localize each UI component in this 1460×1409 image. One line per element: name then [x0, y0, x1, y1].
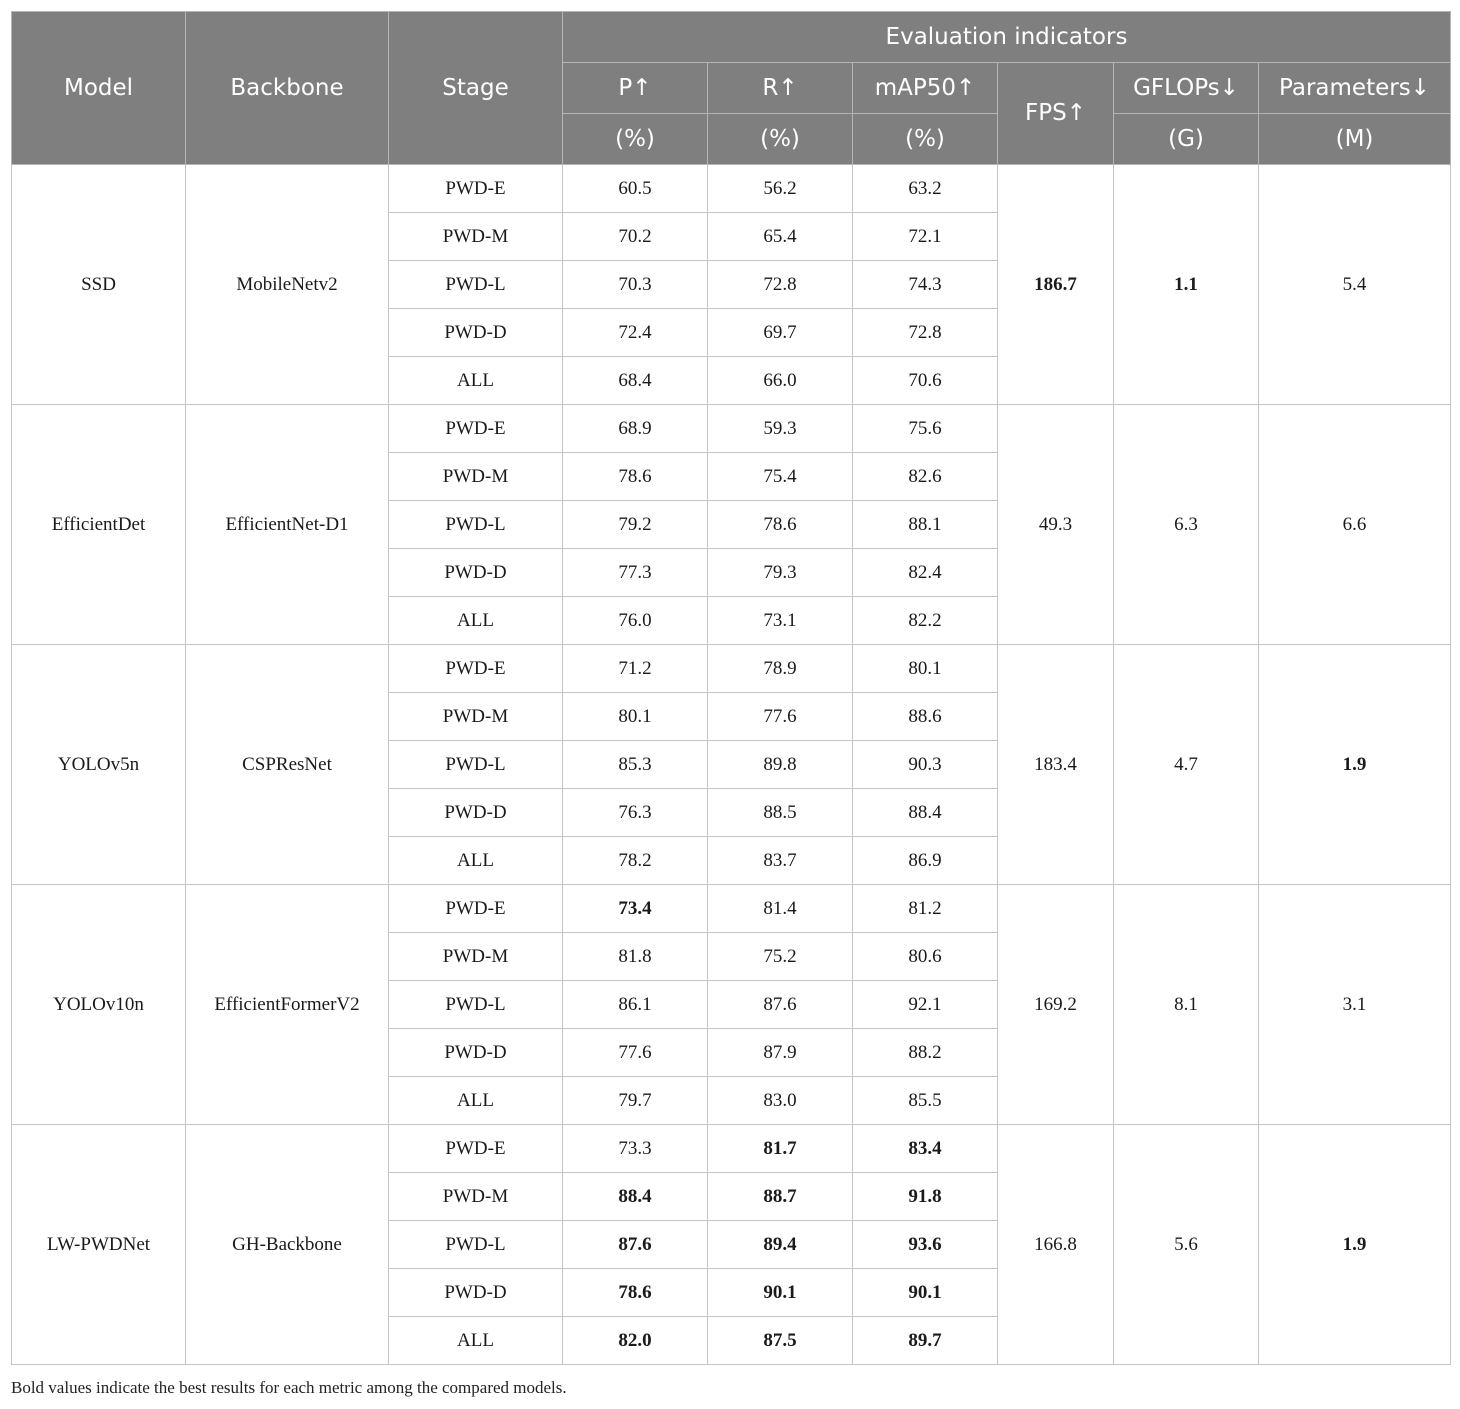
stage-cell: PWD-L	[389, 501, 563, 549]
precision-cell: 60.5	[563, 165, 708, 213]
precision-cell: 70.3	[563, 261, 708, 309]
map50-cell: 90.1	[853, 1269, 998, 1317]
gflops-cell: 1.1	[1114, 165, 1259, 405]
header-gflops: GFLOPs↓	[1114, 63, 1259, 114]
parameters-cell: 5.4	[1259, 165, 1451, 405]
header-parameters: Parameters↓	[1259, 63, 1451, 114]
stage-cell: ALL	[389, 837, 563, 885]
stage-cell: PWD-L	[389, 1221, 563, 1269]
stage-cell: PWD-M	[389, 693, 563, 741]
stage-cell: PWD-D	[389, 309, 563, 357]
parameters-cell: 1.9	[1259, 1125, 1451, 1365]
stage-cell: PWD-D	[389, 1269, 563, 1317]
header-map50-unit: (%)	[853, 114, 998, 165]
map50-cell: 75.6	[853, 405, 998, 453]
recall-cell: 65.4	[708, 213, 853, 261]
backbone-cell: CSPResNet	[186, 645, 389, 885]
model-cell: YOLOv5n	[12, 645, 186, 885]
header-map50: mAP50↑	[853, 63, 998, 114]
map50-cell: 88.1	[853, 501, 998, 549]
model-cell: LW-PWDNet	[12, 1125, 186, 1365]
recall-cell: 81.4	[708, 885, 853, 933]
fps-cell: 49.3	[998, 405, 1114, 645]
parameters-cell: 6.6	[1259, 405, 1451, 645]
recall-cell: 72.8	[708, 261, 853, 309]
gflops-cell: 6.3	[1114, 405, 1259, 645]
precision-cell: 68.9	[563, 405, 708, 453]
header-fps: FPS↑	[998, 63, 1114, 165]
header-stage: Stage	[389, 12, 563, 165]
map50-cell: 90.3	[853, 741, 998, 789]
backbone-cell: GH-Backbone	[186, 1125, 389, 1365]
precision-cell: 71.2	[563, 645, 708, 693]
recall-cell: 78.6	[708, 501, 853, 549]
recall-cell: 75.2	[708, 933, 853, 981]
fps-cell: 169.2	[998, 885, 1114, 1125]
recall-cell: 59.3	[708, 405, 853, 453]
backbone-cell: EfficientFormerV2	[186, 885, 389, 1125]
map50-cell: 92.1	[853, 981, 998, 1029]
map50-cell: 83.4	[853, 1125, 998, 1173]
header-backbone: Backbone	[186, 12, 389, 165]
recall-cell: 87.5	[708, 1317, 853, 1365]
stage-cell: PWD-L	[389, 261, 563, 309]
table-footnote: Bold values indicate the best results for each metric among the compared models.	[11, 1378, 567, 1397]
map50-cell: 70.6	[853, 357, 998, 405]
table-row	[12, 645, 1451, 693]
parameters-cell: 1.9	[1259, 645, 1451, 885]
header-parameters-unit: (M)	[1259, 114, 1451, 165]
recall-cell: 79.3	[708, 549, 853, 597]
stage-cell: PWD-E	[389, 405, 563, 453]
table-body	[12, 165, 1451, 1365]
gflops-cell: 8.1	[1114, 885, 1259, 1125]
header-evaluation-indicators: Evaluation indicators	[563, 12, 1451, 63]
stage-cell: PWD-E	[389, 645, 563, 693]
stage-cell: PWD-E	[389, 165, 563, 213]
precision-cell: 87.6	[563, 1221, 708, 1269]
map50-cell: 63.2	[853, 165, 998, 213]
fps-cell: 186.7	[998, 165, 1114, 405]
recall-cell: 88.5	[708, 789, 853, 837]
stage-cell: ALL	[389, 597, 563, 645]
precision-cell: 76.3	[563, 789, 708, 837]
map50-cell: 82.6	[853, 453, 998, 501]
model-cell: YOLOv10n	[12, 885, 186, 1125]
recall-cell: 66.0	[708, 357, 853, 405]
recall-cell: 83.0	[708, 1077, 853, 1125]
stage-cell: ALL	[389, 1317, 563, 1365]
precision-cell: 85.3	[563, 741, 708, 789]
recall-cell: 89.8	[708, 741, 853, 789]
precision-cell: 72.4	[563, 309, 708, 357]
stage-cell: PWD-L	[389, 981, 563, 1029]
map50-cell: 93.6	[853, 1221, 998, 1269]
stage-cell: ALL	[389, 357, 563, 405]
recall-cell: 69.7	[708, 309, 853, 357]
stage-cell: ALL	[389, 1077, 563, 1125]
stage-cell: PWD-L	[389, 741, 563, 789]
recall-cell: 88.7	[708, 1173, 853, 1221]
stage-cell: PWD-D	[389, 549, 563, 597]
precision-cell: 79.2	[563, 501, 708, 549]
recall-cell: 56.2	[708, 165, 853, 213]
precision-cell: 82.0	[563, 1317, 708, 1365]
map50-cell: 82.2	[853, 597, 998, 645]
model-cell: EfficientDet	[12, 405, 186, 645]
map50-cell: 74.3	[853, 261, 998, 309]
precision-cell: 68.4	[563, 357, 708, 405]
gflops-cell: 5.6	[1114, 1125, 1259, 1365]
fps-cell: 183.4	[998, 645, 1114, 885]
precision-cell: 88.4	[563, 1173, 708, 1221]
stage-cell: PWD-D	[389, 1029, 563, 1077]
precision-cell: 78.6	[563, 1269, 708, 1317]
stage-cell: PWD-M	[389, 1173, 563, 1221]
results-table	[11, 11, 1451, 1365]
table-row	[12, 885, 1451, 933]
table-header	[12, 12, 1451, 165]
precision-cell: 77.3	[563, 549, 708, 597]
precision-cell: 70.2	[563, 213, 708, 261]
recall-cell: 87.6	[708, 981, 853, 1029]
map50-cell: 85.5	[853, 1077, 998, 1125]
header-recall: R↑	[708, 63, 853, 114]
recall-cell: 90.1	[708, 1269, 853, 1317]
recall-cell: 75.4	[708, 453, 853, 501]
recall-cell: 77.6	[708, 693, 853, 741]
precision-cell: 80.1	[563, 693, 708, 741]
model-cell: SSD	[12, 165, 186, 405]
stage-cell: PWD-M	[389, 213, 563, 261]
recall-cell: 83.7	[708, 837, 853, 885]
gflops-cell: 4.7	[1114, 645, 1259, 885]
map50-cell: 72.1	[853, 213, 998, 261]
parameters-cell: 3.1	[1259, 885, 1451, 1125]
backbone-cell: MobileNetv2	[186, 165, 389, 405]
table-row	[12, 165, 1451, 213]
header-recall-unit: (%)	[708, 114, 853, 165]
stage-cell: PWD-M	[389, 933, 563, 981]
map50-cell: 80.6	[853, 933, 998, 981]
stage-cell: PWD-E	[389, 1125, 563, 1173]
recall-cell: 81.7	[708, 1125, 853, 1173]
precision-cell: 76.0	[563, 597, 708, 645]
header-gflops-unit: (G)	[1114, 114, 1259, 165]
table-row	[12, 405, 1451, 453]
recall-cell: 87.9	[708, 1029, 853, 1077]
recall-cell: 78.9	[708, 645, 853, 693]
precision-cell: 78.2	[563, 837, 708, 885]
map50-cell: 89.7	[853, 1317, 998, 1365]
map50-cell: 88.2	[853, 1029, 998, 1077]
precision-cell: 73.3	[563, 1125, 708, 1173]
map50-cell: 80.1	[853, 645, 998, 693]
precision-cell: 73.4	[563, 885, 708, 933]
map50-cell: 86.9	[853, 837, 998, 885]
header-model: Model	[12, 12, 186, 165]
recall-cell: 89.4	[708, 1221, 853, 1269]
precision-cell: 77.6	[563, 1029, 708, 1077]
header-precision-unit: (%)	[563, 114, 708, 165]
map50-cell: 82.4	[853, 549, 998, 597]
stage-cell: PWD-D	[389, 789, 563, 837]
precision-cell: 79.7	[563, 1077, 708, 1125]
stage-cell: PWD-M	[389, 453, 563, 501]
precision-cell: 81.8	[563, 933, 708, 981]
map50-cell: 88.4	[853, 789, 998, 837]
precision-cell: 78.6	[563, 453, 708, 501]
precision-cell: 86.1	[563, 981, 708, 1029]
recall-cell: 73.1	[708, 597, 853, 645]
table-row	[12, 1125, 1451, 1173]
map50-cell: 72.8	[853, 309, 998, 357]
map50-cell: 88.6	[853, 693, 998, 741]
backbone-cell: EfficientNet-D1	[186, 405, 389, 645]
header-precision: P↑	[563, 63, 708, 114]
map50-cell: 91.8	[853, 1173, 998, 1221]
fps-cell: 166.8	[998, 1125, 1114, 1365]
stage-cell: PWD-E	[389, 885, 563, 933]
map50-cell: 81.2	[853, 885, 998, 933]
